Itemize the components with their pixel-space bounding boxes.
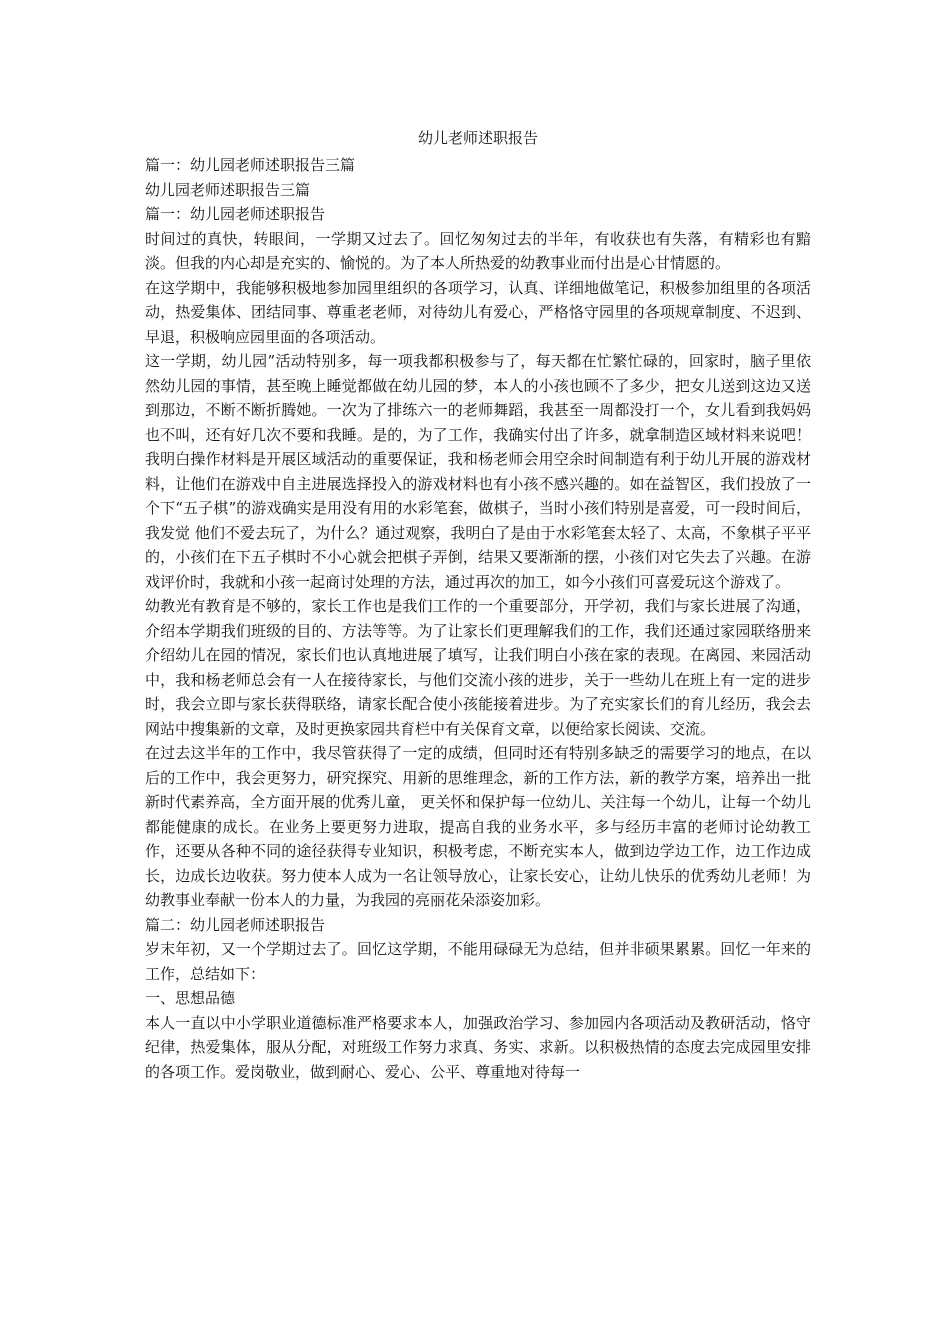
- section-heading-3: 篇一：幼儿园老师述职报告: [145, 205, 326, 223]
- document-page: [145, 125, 811, 1084]
- paragraph-activities: 这一学期，幼儿园”活动特别多，每一项我都积极参与了，每天都在忙繁忙碌的，回家时，脑子里依然幼儿园的事情，甚至晚上睡觉都做在幼儿园的梦，本人的小孩也顾不了多少，把女儿送到这边又送到那边，不断不断折腾她。一次为了排练六一的老师舞蹈，我甚至一周都没打一个，女儿看到我妈妈也不叫，还有好几次不要和我睡。是的，为了工作，我确实付出了许多，就拿制造区域材料来说吧！我明白操作材料是开展区域活动的重要保证，我和杨老师会用空余时间制造有利于幼儿开展的游戏材料，让他们在游戏中自主进展选择投入的游戏材料也有小孩不感兴趣的。如在益智区，我们投放了一个下“五子棋”的游戏确实是用没有用的水彩笔套，做棋子，当时小孩们特别是喜爱，可一段时间后，我发觉 他们不爱去玩了，为什么？通过观察，我明白了是由于水彩笔套太轻了、太高，不象棋子平平的，小孩们在下五子棋时不小心就会把棋子弄倒，结果又要渐渐的摆，小孩们对它失去了兴趣。在游戏评价时，我就和小孩一起商讨处理的方法，通过再次的加工，如今小孩们可喜爱玩这个游戏了。: [145, 352, 811, 591]
- paragraph-ethics: 本人一直以中小学职业道德标准严格要求本人，加强政治学习、参加园内各项活动及教研活动，恪守纪律，热爱集体，服从分配，对班级工作努力求真、务实、求新。以积极热情的态度去完成园里安排的各项工作。爱岗敬业，做到耐心、爱心、公平、尊重地对待每一: [145, 1013, 811, 1081]
- paragraph-part2-intro: 岁末年初，又一个学期过去了。回忆这学期，不能用碌碌无为总结，但并非硕果累累。回忆一年来的工作，总结如下：: [145, 940, 811, 983]
- paragraph-parents: 幼教光有教育是不够的，家长工作也是我们工作的一个重要部分，开学初，我们与家长进展了沟通，介绍本学期我们班级的目的、方法等等。为了让家长们更理解我们的工作，我们还通过家园联络册来介绍幼儿在园的情况，家长们也认真地进展了填写，让我们明白小孩在家的表现。在离园、来园活动中，我和杨老师总会有一人在接待家长，与他们交流小孩的进步，关于一些幼儿在班上有一定的进步时，我会立即与家长获得联络，请家长配合使小孩能接着进步。为了充实家长们的育儿经历，我会去网站中搜集新的文章，及时更换家园共育栏中有关保育文章，以便给家长阅读、交流。: [145, 597, 811, 738]
- section-heading-ethics: 一、思想品德: [145, 989, 236, 1007]
- paragraph-study: 在这学期中，我能够积极地参加园里组织的各项学习，认真、详细地做笔记，积极参加组里的各项活动，热爱集体、团结同事、尊重老老师，对待幼儿有爱心，严格恪守园里的各项规章制度、不迟到、早退，积极响应园里面的各项活动。: [145, 278, 811, 346]
- paragraph-summary: 在过去这半年的工作中，我尽管获得了一定的成绩，但同时还有特别多缺乏的需要学习的地点，在以后的工作中，我会更努力，研究探究、用新的思维理念，新的工作方法，新的教学方案，培养出一批新时代素养高，全方面开展的优秀儿童， 更关怀和保护每一位幼儿、关注每一个幼儿，让每一个幼儿都能健康的成长。在业务上要更努力进取，提高自我的业务水平，多与经历丰富的老师讨论幼教工作，还要从各种不同的途径获得专业知识，积极考虑，不断充实本人，做到边学边工作，边工作边成长，边成长边收获。努力使本人成为一名让领导放心，让家长安心，让幼儿快乐的优秀幼儿老师！为幼教事业奉献一份本人的力量，为我园的亮丽花朵添姿加彩。: [145, 744, 811, 909]
- paragraph-intro: 时间过的真快，转眼间，一学期又过去了。回忆匆匆过去的半年，有收获也有失落，有精彩也有黯淡。但我的内心却是充实的、愉悦的。为了本人所热爱的幼教事业而付出是心甘情愿的。: [145, 229, 811, 272]
- section-heading-part2: 篇二：幼儿园老师述职报告: [145, 915, 326, 934]
- document-title: 幼儿老师述职报告: [417, 129, 538, 147]
- section-heading-2: 幼儿园老师述职报告三篇: [145, 180, 311, 199]
- section-heading-1: 篇一：幼儿园老师述职报告三篇: [145, 156, 356, 174]
